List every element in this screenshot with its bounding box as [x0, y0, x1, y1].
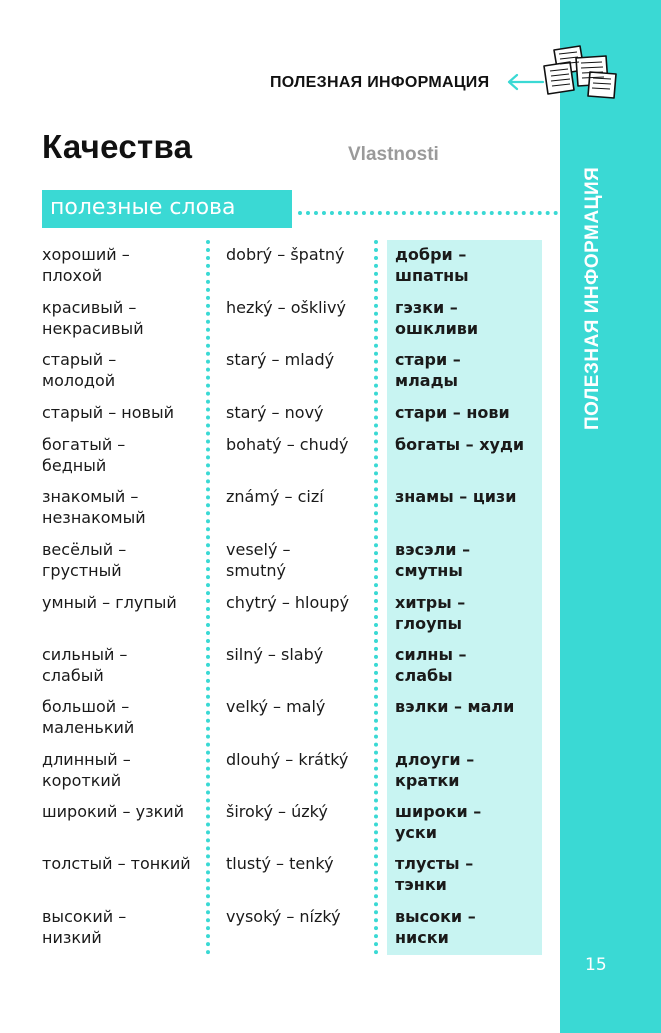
russian-word: умный – глупый: [42, 593, 177, 612]
arrow-left-icon: [505, 72, 545, 92]
transcription-word: вэлки – мали: [395, 697, 515, 716]
column-divider: [206, 240, 210, 955]
czech-word: známý – cizí: [226, 487, 324, 506]
transcription-word: стари – нови: [395, 403, 510, 422]
page-number: 15: [585, 955, 607, 975]
czech-word: tlustý – tenký: [226, 854, 334, 873]
page-subtitle: Vlastnosti: [348, 144, 439, 165]
russian-word: красивый – некрасивый: [42, 298, 144, 338]
useful-words-banner: [42, 190, 292, 228]
russian-word: большой – маленький: [42, 697, 135, 737]
czech-word: velký – malý: [226, 697, 326, 716]
czech-word: široký – úzký: [226, 802, 328, 821]
russian-word: старый – молодой: [42, 350, 117, 390]
czech-word: vysoký – nízký: [226, 907, 341, 926]
transcription-word: знамы – цизи: [395, 487, 517, 506]
russian-word: старый – новый: [42, 403, 174, 422]
transcription-word: хитры – глоупы: [395, 593, 466, 633]
russian-word: длинный – короткий: [42, 750, 131, 790]
czech-word: hezký – ošklivý: [226, 298, 346, 317]
papers-icon: [540, 44, 620, 102]
section-label: ПОЛЕЗНАЯ ИНФОРМАЦИЯ: [270, 74, 490, 91]
transcription-word: добри – шпатны: [395, 245, 469, 285]
transcription-word: широки – уски: [395, 802, 482, 842]
czech-word: bohatý – chudý: [226, 435, 349, 454]
czech-word: veselý – smutný: [226, 540, 291, 580]
czech-word: silný – slabý: [226, 645, 324, 664]
sidebar-vertical-label: ПОЛЕЗНАЯ ИНФОРМАЦИЯ: [582, 166, 603, 430]
transcription-word: тлусты – тэнки: [395, 854, 474, 894]
banner-label: полезные слова: [50, 195, 236, 220]
sidebar-vertical-label-wrap: [582, 140, 612, 430]
russian-word: широкий – узкий: [42, 802, 185, 821]
transcription-word: гэзки – ошкливи: [395, 298, 479, 338]
transcription-word: высоки – ниски: [395, 907, 476, 947]
russian-word: высокий – низкий: [42, 907, 127, 947]
russian-word: сильный – слабый: [42, 645, 128, 685]
transcription-word: стари – млады: [395, 350, 461, 390]
transcription-word: вэсэли – смутны: [395, 540, 471, 580]
transcription-word: длоуги – кратки: [395, 750, 475, 790]
czech-word: dobrý – špatný: [226, 245, 345, 264]
banner-dotted-line: [298, 211, 558, 215]
czech-word: starý – mladý: [226, 350, 335, 369]
czech-word: starý – nový: [226, 403, 324, 422]
russian-word: знакомый – незнакомый: [42, 487, 146, 527]
russian-word: богатый – бедный: [42, 435, 126, 475]
russian-word: весёлый – грустный: [42, 540, 127, 580]
russian-word: толстый – тонкий: [42, 854, 191, 873]
transcription-word: силны – слабы: [395, 645, 467, 685]
russian-word: хороший – плохой: [42, 245, 130, 285]
czech-word: chytrý – hloupý: [226, 593, 350, 612]
czech-word: dlouhý – krátký: [226, 750, 349, 769]
page-title: Качества: [42, 128, 193, 165]
transcription-word: богаты – худи: [395, 435, 525, 454]
